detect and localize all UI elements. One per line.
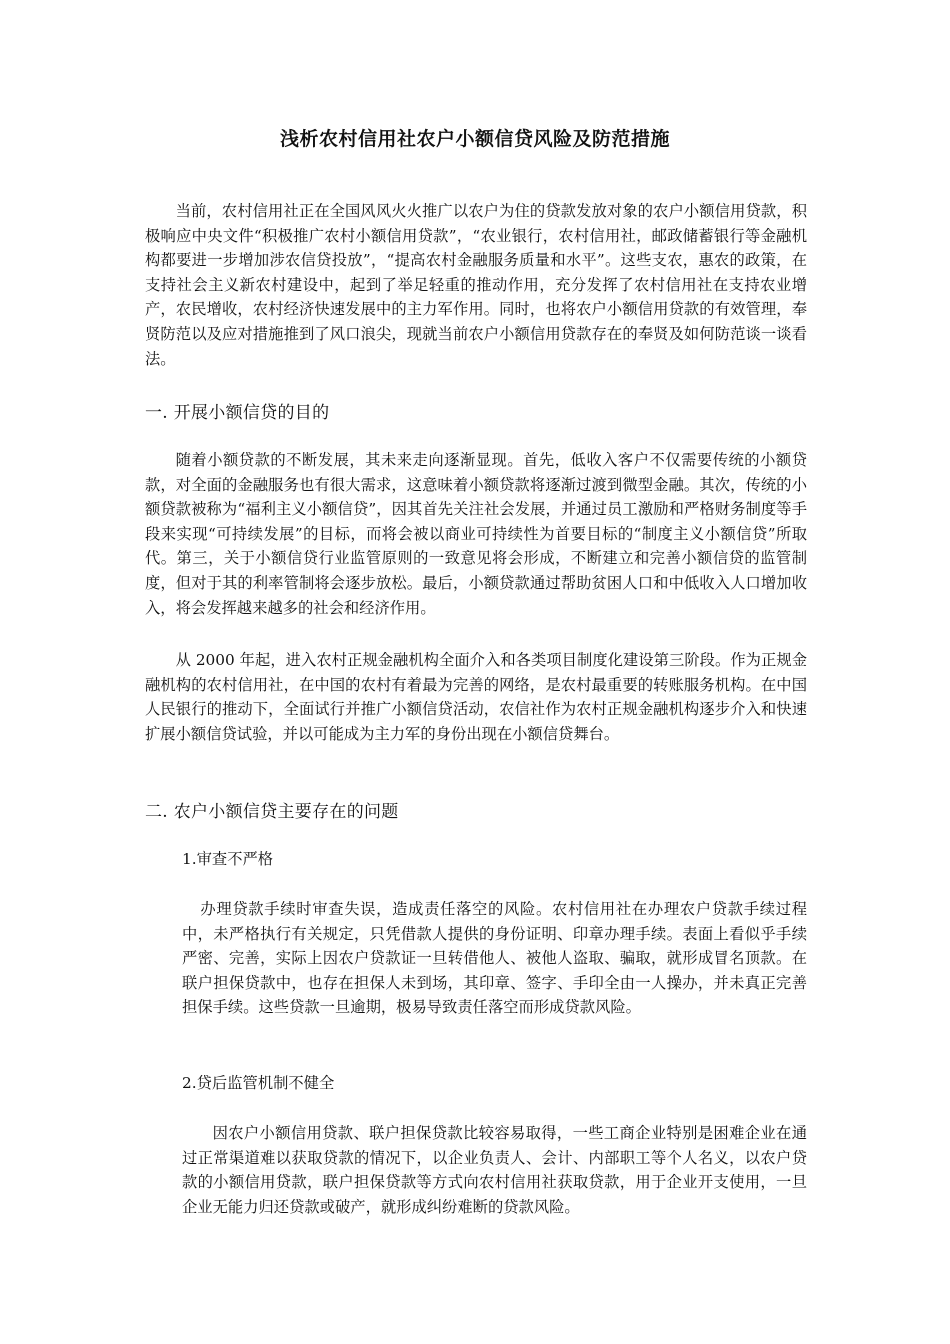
section-1-heading: 一. 开展小额信贷的目的 bbox=[145, 403, 330, 423]
subsection-2-paragraph: 因农户小额信用贷款、联户担保贷款比较容易取得，一些工商企业特别是困难企业在通过正常渠道难以获取贷款的情况下，以企业负责人、会计、内部职工等个人名义，以农户贷款的小额信用贷款，联户担保贷款等方式向农村信用社获取贷款，用于企业开支使用，一旦企业无能力归还贷款或破产，就形成纠纷难断的贷款风险。 bbox=[182, 1124, 807, 1216]
subsection-2-heading: 2.贷后监管机制不健全 bbox=[182, 1074, 335, 1092]
intro-paragraph: 当前，农村信用社正在全国风风火火推广以农户为住的贷款发放对象的农户小额信用贷款，积极响应中央文件“积极推广农村小额信用贷款”，“农业银行，农村信用社，邮政储蓄银行等金融机构都要进一步增加涉农信贷投放”，“提高农村金融服务质量和水平”。这些支农，惠农的政策，在支持社会主义新农村建设中，起到了举足轻重的推动作用，充分发挥了农村信用社在支持农业增产，农民增收，农村经济快速发展中的主力军作用。同时，也将农户小额信用贷款的有效管理，奉贤防范以及应对措施推到了风口浪尖，现就当前农户小额信用贷款存在的奉贤及如何防范谈一谈看法。 bbox=[145, 202, 807, 368]
document-title: 浅析农村信用社农户小额信贷风险及防范措施 bbox=[279, 128, 670, 150]
section-2-heading: 二. 农户小额信贷主要存在的问题 bbox=[145, 802, 399, 822]
subsection-1-paragraph: 办理贷款手续时审查失误，造成责任落空的风险。农村信用社在办理农户贷款手续过程中，未严格执行有关规定，只凭借款人提供的身份证明、印章办理手续。表面上看似乎手续严密、完善，实际上因农户贷款证一旦转借他人、被他人盗取、骗取，就形成冒名顶款。在联户担保贷款中，也存在担保人未到场，其印章、签字、手印全由一人操办，并未真正完善担保手续。这些贷款一旦逾期，极易导致责任落空而形成贷款风险。 bbox=[182, 900, 807, 1017]
section-1-paragraph-2: 从 2000 年起，进入农村正规金融机构全面介入和各类项目制度化建设第三阶段。作为正规金融机构的农村信用社，在中国的农村有着最为完善的网络，是农村最重要的转账服务机构。在中国人民银行的推动下，全面试行并推广小额信贷活动，农信社作为农村正规金融机构逐步介入和快速扩展小额信贷试验，并以可能成为主力军的身份出现在小额信贷舞台。 bbox=[145, 651, 807, 743]
subsection-1-heading: 1.审查不严格 bbox=[182, 850, 274, 868]
section-1-paragraph-1: 随着小额贷款的不断发展，其未来走向逐渐显现。首先，低收入客户不仅需要传统的小额贷款，对全面的金融服务也有很大需求，这意味着小额贷款将逐渐过渡到微型金融。其次，传统的小额贷款被称为“福利主义小额信贷”，因其首先关注社会发展，并通过员工激励和严格财务制度等手段来实现“可持续发展”的目标，而将会被以商业可持续性为首要目标的“制度主义小额信贷”所取代。第三，关于小额信贷行业监管原则的一致意见将会形成，不断建立和完善小额信贷的监管制度，但对于其的利率管制将会逐步放松。最后，小额贷款通过帮助贫困人口和中低收入人口增加收入，将会发挥越来越多的社会和经济作用。 bbox=[145, 451, 807, 617]
